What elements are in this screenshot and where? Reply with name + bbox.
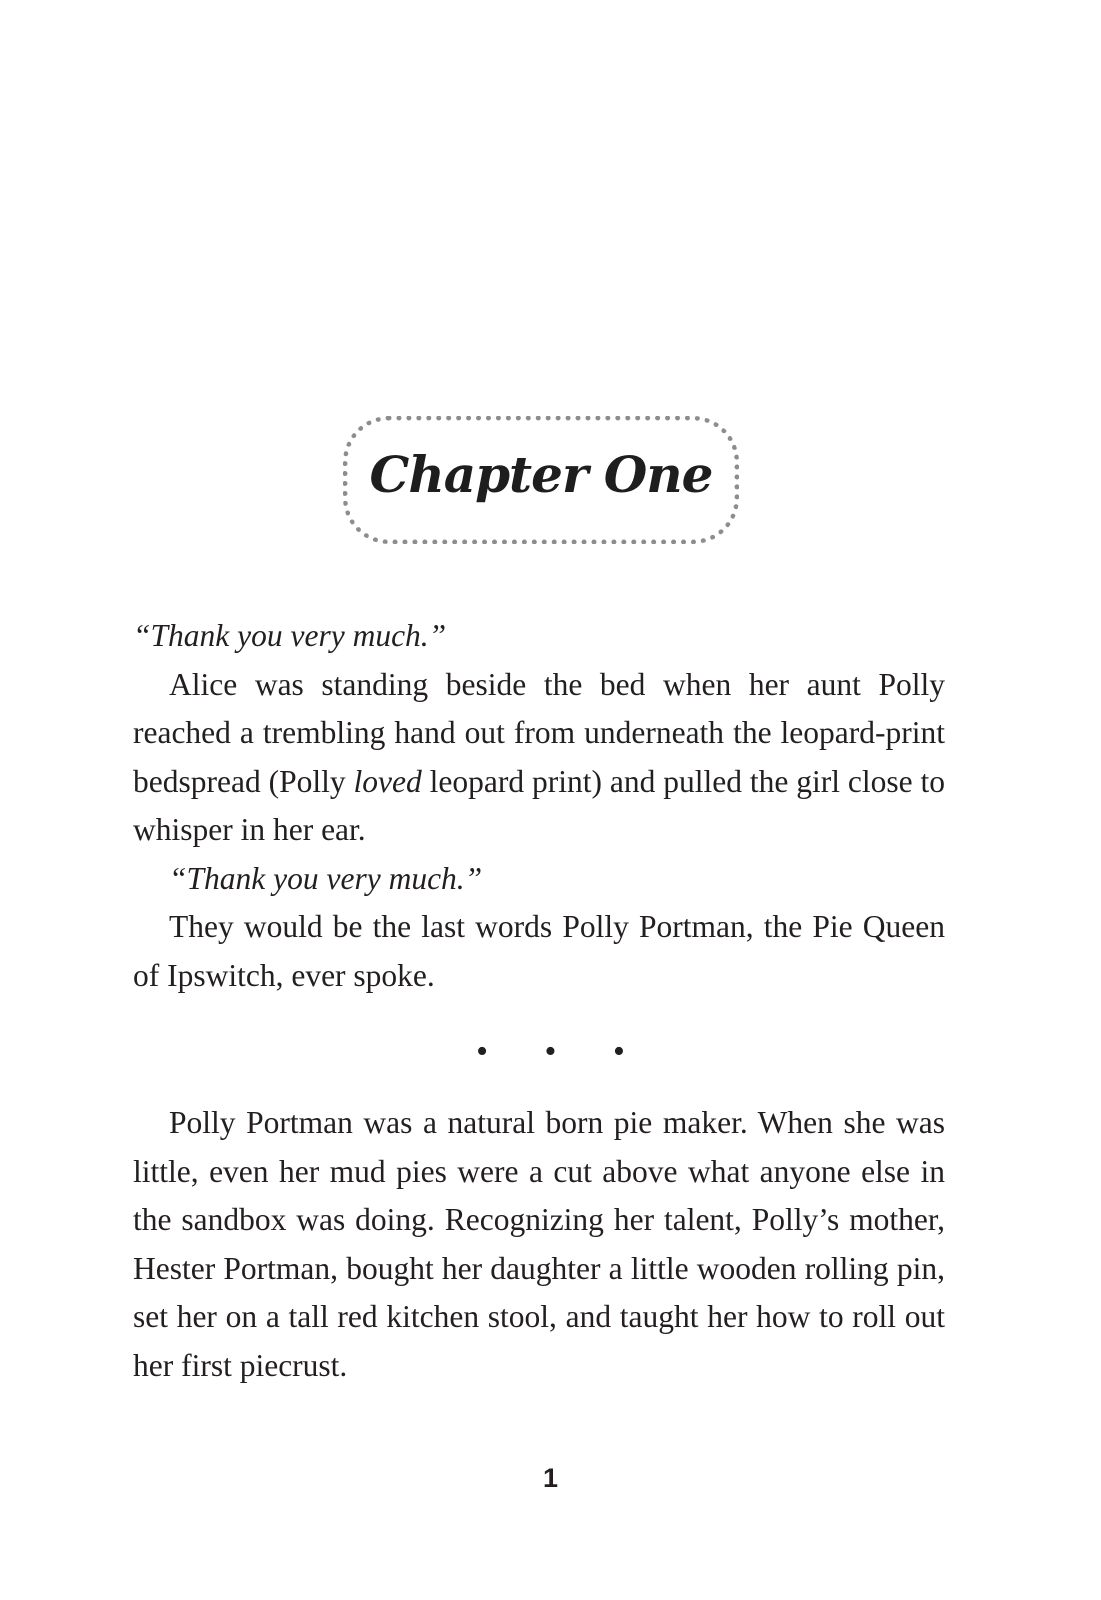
paragraph-text: leopard print) and pulled the girl close to whisper in her ear. bbox=[133, 763, 945, 847]
body-text-section-1 bbox=[133, 612, 945, 1000]
body-text-section-2 bbox=[133, 1099, 945, 1390]
paragraph-quote-repeat: “Thank you very much.” bbox=[169, 860, 483, 896]
emphasis-text: loved bbox=[353, 763, 422, 799]
chapter-title: Chapter One bbox=[369, 444, 713, 504]
paragraph-pie-maker: Polly Portman was a natural born pie maker. When she was little, even her mud pies were a cut above what anyone else in the sandbox was doing. Recognizing her talent, Polly’s mother, Hester Portman, bought her daughter a little wooden rolling pin, set her on a tall red kitchen stool, and taught her how to roll out her first piecrust. bbox=[133, 1105, 945, 1383]
paragraph-text: Alice was standing beside the bed when her aunt Polly reached a trembling hand out from underneath the leopard-print bedspread (Polly bbox=[133, 666, 945, 799]
page-number: 1 bbox=[542, 1463, 559, 1493]
chapter-heading-frame bbox=[343, 416, 739, 544]
paragraph-alice-bedside bbox=[133, 661, 945, 855]
paragraph-last-words: They would be the last words Polly Portman, the Pie Queen of Ipswitch, ever spoke. bbox=[133, 909, 945, 993]
paragraph-quote-opening: “Thank you very much.” bbox=[133, 618, 447, 653]
section-break: • • • bbox=[476, 1033, 649, 1070]
